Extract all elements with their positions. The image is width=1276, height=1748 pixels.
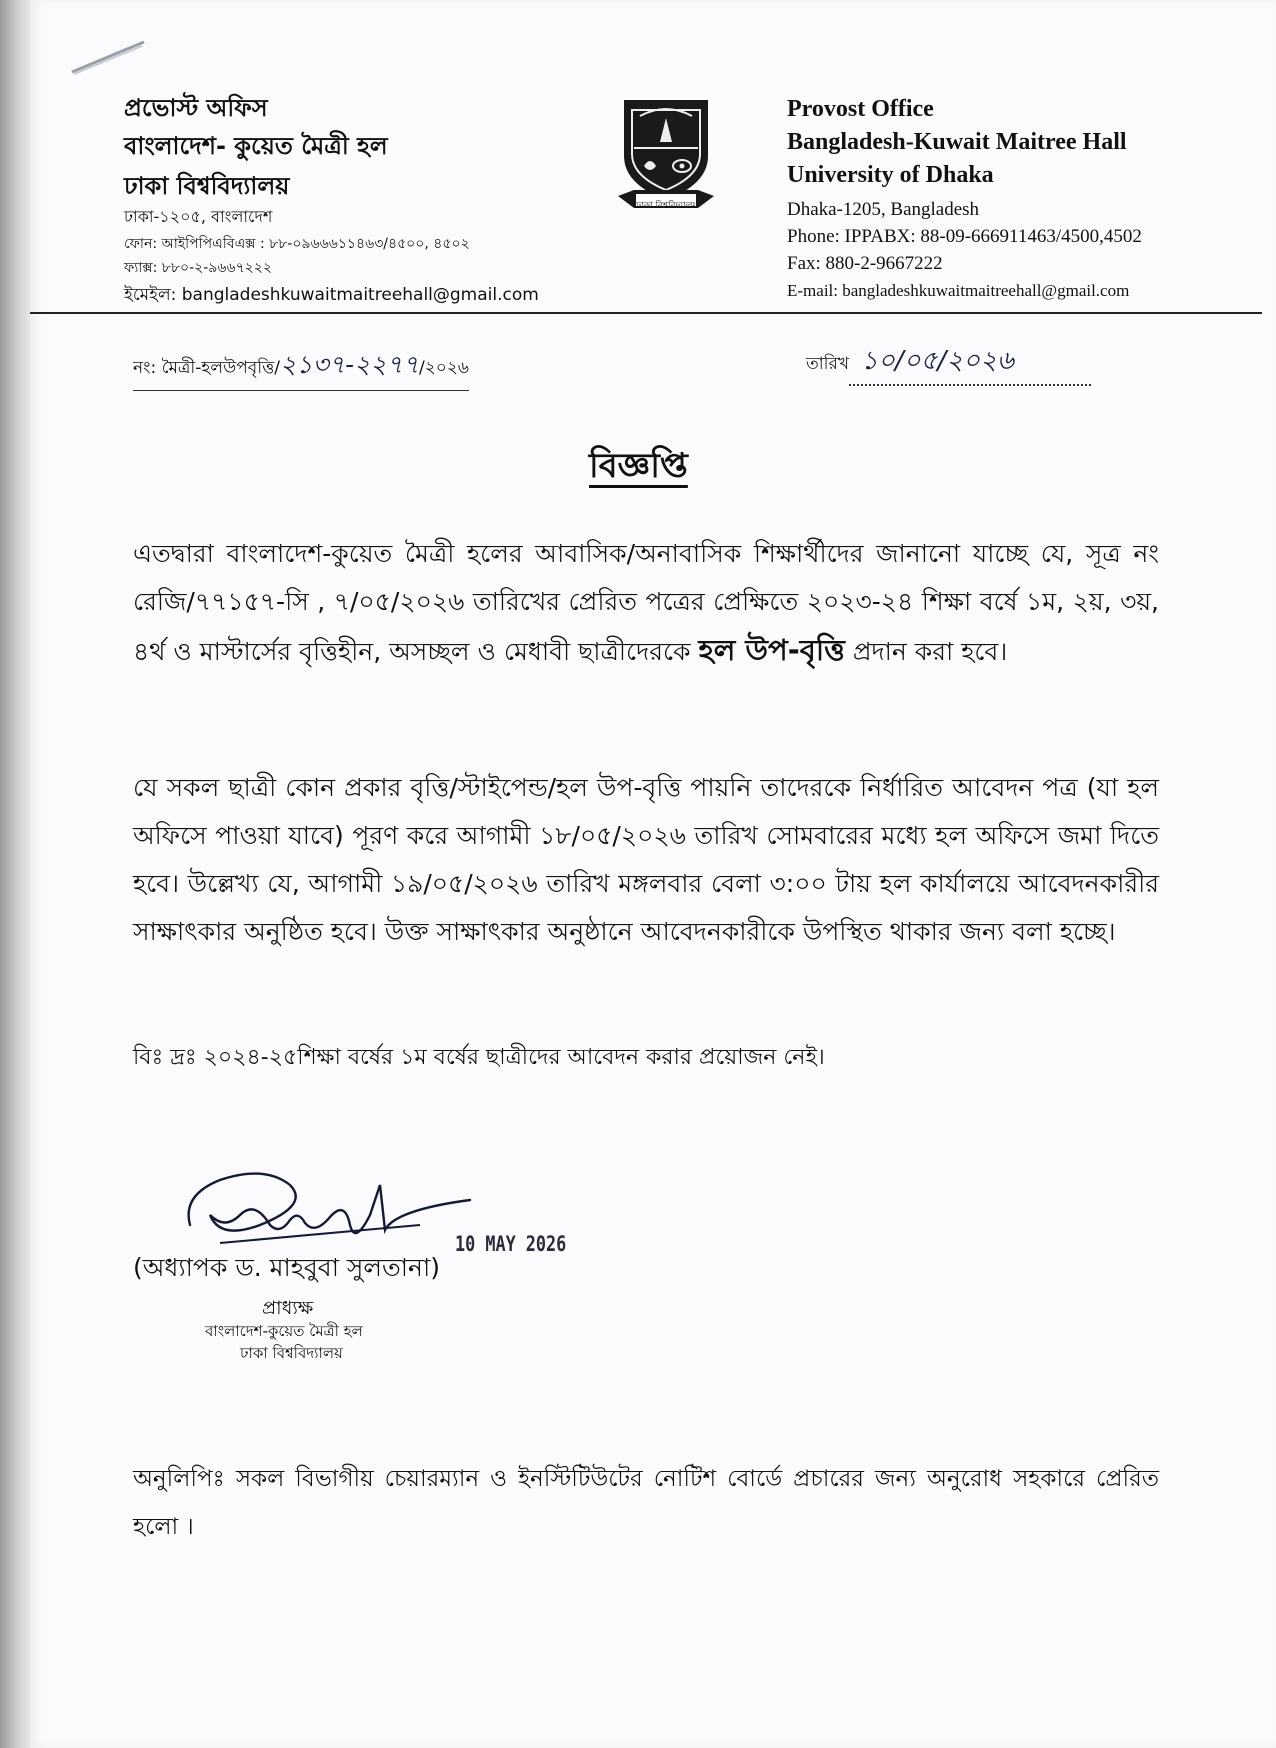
header-bn-email: ইমেইল: bangladeshkuwaitmaitreehall@gmail.com [124,285,539,305]
page-edge-shadow [0,0,30,1748]
header-bn-hall: বাংলাদেশ- কুয়েত মৈত্রী হল [124,132,388,160]
header-en-address: Dhaka-1205, Bangladesh [787,199,980,220]
reference-handwritten-number: ২১৩৭-২২৭৭ [280,350,420,379]
signatory-designation: প্রাধ্যক্ষ [262,1297,314,1319]
notice-paragraph-2: যে সকল ছাত্রী কোন প্রকার বৃত্তি/স্টাইপেন্ড/হল উপ-বৃত্তি পায়নি তাদেরকে নির্ধারিত আবেদন পত্র (যা হল অফিসে পাওয়া যাবে) পূরণ করে আগামী ১৮/০৫/২০২৬ তারিখ সোমবারের মধ্যে হল অফিসে জমা দিতে হবে। উল্লেখ্য যে, আগামী ১৯/০৫/২০২৬ তারিখ মঙ্গলবার বেলা ৩:০০ টায় হল কার্যালয়ে আবেদনকারীর সাক্ষাৎকার অনুষ্ঠিত হবে। উক্ত সাক্ষাৎকার অনুষ্ঠানে আবেদনকারীকে উপস্থিত থাকার জন্য বলা হচ্ছে। [133,773,1159,946]
header-en-email: E-mail: bangladeshkuwaitmaitreehall@gmail.com [787,281,1130,300]
notice-title: বিজ্ঞপ্তি [589,446,688,486]
logo-caption: ঢাকা বিশ্ববিদ্যালয় [636,201,698,211]
header-bn-fax: ফ্যাক্স: ৮৮০-২-৯৬৬৭২২২ [124,260,272,276]
signatory-university: ঢাকা বিশ্ববিদ্যালয় [240,1344,343,1362]
header-en-hall: Bangladesh-Kuwait Maitree Hall [787,129,1127,155]
header-divider [30,312,1262,314]
date-label: তারিখ [806,354,850,374]
date-handwritten-value: ১০/০৫/২০২৬ [849,340,1091,386]
signatory-hall: বাংলাদেশ-কুয়েত মৈত্রী হল [205,1322,363,1340]
reference-date [806,340,1091,386]
reference-prefix: নং: মৈত্রী-হলউপবৃত্তি/ [133,358,280,378]
nota-bene: বিঃ দ্রঃ ২০২৪-২৫শিক্ষা বর্ষের ১ম বর্ষের ছাত্রীদের আবেদন করার প্রয়োজন নেই। [133,1045,825,1070]
header-bn-university: ঢাকা বিশ্ববিদ্যালয় [124,172,290,200]
paragraph-1-text: এতদ্বারা বাংলাদেশ-কুয়েত মৈত্রী হলের আবাসিক/অনাবাসিক শিক্ষার্থীদের জানানো যাচ্ছে যে, সূত্র নং রেজি/৭৭১৫৭-সি , ৭/০৫/২০২৬ তারিখের প্রেরিত পত্রের প্রেক্ষিতে ২০২৩-২৪ শিক্ষা বর্ষে ১ম, ২য়, ৩য়, ৪র্থ ও মাস্টার্সের বৃত্তিহীন, অসচ্ছল ও মেধাবী ছাত্রীদেরকে [133,539,1159,666]
received-date-stamp: 10 MAY 2026 [455,1232,567,1256]
staple-mark [40,38,150,78]
reference-suffix: /২০২৬ [419,358,469,378]
header-en-fax: Fax: 880-2-9667222 [787,253,943,274]
handwritten-signature [180,1155,480,1255]
paragraph-1-text-end: প্রদান করা হবে। [852,637,1008,666]
paragraph-1-bold-phrase: হল উপ-বৃত্তি [698,633,845,667]
header-bn-office: প্রভোস্ট অফিস [124,94,268,122]
header-en-university: University of Dhaka [787,162,994,188]
header-bn-address: ঢাকা-১২০৫, বাংলাদেশ [124,207,273,226]
header-en-phone: Phone: IPPABX: 88-09-666911463/4500,4502 [787,226,1142,247]
signatory-name: (অধ্যাপক ড. মাহবুবা সুলতানা) [133,1253,440,1282]
notice-paragraph-1 [133,530,1159,676]
reference-number [133,345,469,391]
copy-distribution: অনুলিপিঃ সকল বিভাগীয় চেয়ারম্যান ও ইনস্টিটিউটের নোটিশ বোর্ডে প্রচারের জন্য অনুরোধ সহকারে প্রেরিত হলো । [133,1466,1159,1540]
header-bn-phone: ফোন: আইপিপিএবিএক্স : ৮৮-০৯৬৬৬১১৪৬৩/৪৫০০, ৪৫০২ [124,236,470,252]
header-en-office: Provost Office [787,96,934,122]
